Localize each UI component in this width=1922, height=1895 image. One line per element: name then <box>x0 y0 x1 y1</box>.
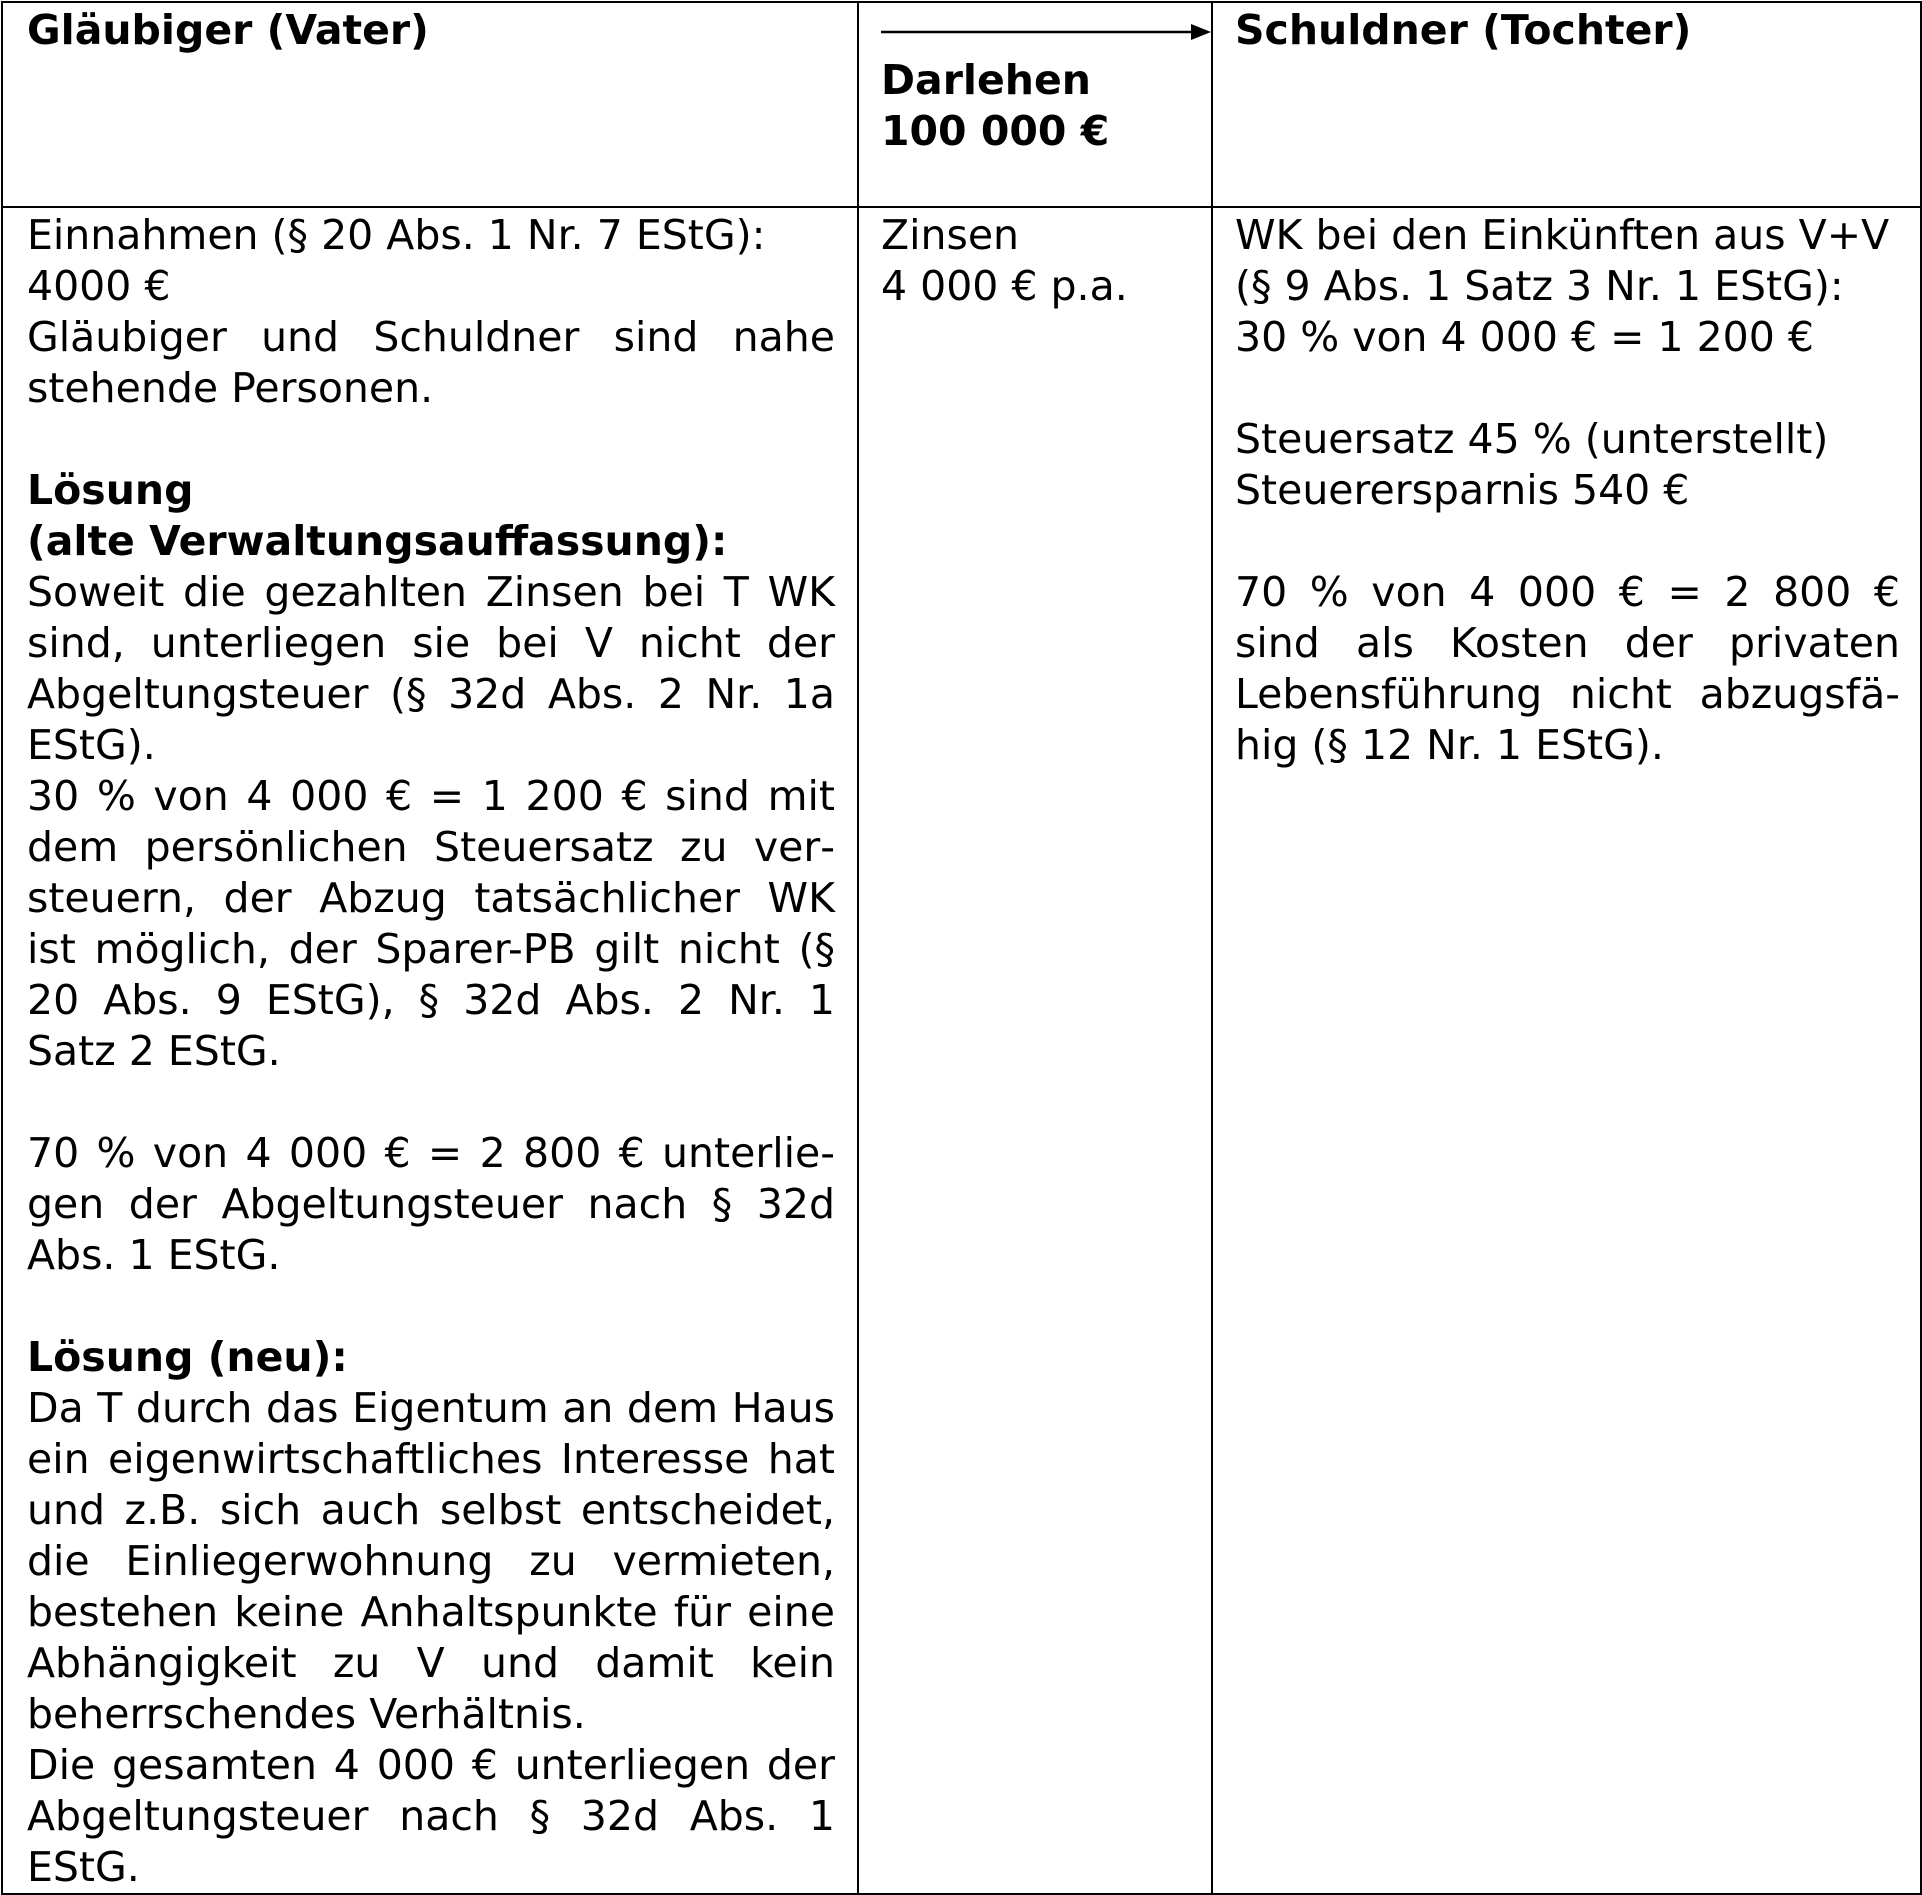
wk-reference: (§ 9 Abs. 1 Satz 3 Nr. 1 EStG): <box>1235 262 1844 310</box>
body-row <box>2 207 1921 1894</box>
income-line: Einnahmen (§ 20 Abs. 1 Nr. 7 EStG): <box>27 211 766 259</box>
interest-label: Zinsen <box>881 211 1020 259</box>
interest-body-cell <box>858 207 1212 1894</box>
old-solution-title: Lösung <box>27 466 194 514</box>
header-debtor-cell <box>1212 2 1921 207</box>
creditor-body-cell <box>2 207 858 1894</box>
new-solution-title: Lösung (neu): <box>27 1333 348 1381</box>
related-persons-text: Gläubiger und Schuldner sind nahe stehende Personen. <box>27 313 835 412</box>
arrow-right-icon <box>881 5 1211 55</box>
header-creditor-cell <box>2 2 858 207</box>
wk-text: WK bei den Einkünften aus V+V <box>1235 211 1890 259</box>
new-solution-paragraph-1: Da T durch das Eigentum an dem Haus ein eigenwirtschaftliches Interesse hat und z.B. sich auch selbst entscheidet, die Einliegerwohnung zu vermieten, bestehen keine Anhaltspunkte für eine Abhängigkeit zu V und damit kein beherrschendes Verhältnis. <box>27 1384 835 1738</box>
new-solution-paragraph-2: Die gesamten 4 000 € unterliegen der Abgeltungsteuer nach § 32d Abs. 1 EStG. <box>27 1741 835 1891</box>
loan-amount: 100 000 € <box>881 107 1110 155</box>
old-solution-subtitle: (alte Verwaltungsauffassung): <box>27 517 728 565</box>
old-solution-paragraph-1: Soweit die gezahlten Zinsen bei T WK sind, unterliegen sie bei V nicht der Abgeltungsteuer (§ 32d Abs. 2 Nr. 1a EStG). <box>27 568 835 769</box>
private-cost-text: 70 % von 4 000 € = 2 800 € sind als Kosten der privaten Lebensführung nicht abzugsfähig (§ 12 Nr. 1 EStG). <box>1235 568 1900 769</box>
header-loan-cell <box>858 2 1212 207</box>
income-amount: 4000 € <box>27 262 171 310</box>
interest-amount: 4 000 € p.a. <box>881 262 1128 310</box>
old-solution-paragraph-3: 70 % von 4 000 € = 2 800 € unterliegen der Abgeltungsteuer nach § 32d Abs. 1 EStG. <box>27 1129 835 1279</box>
loan-table <box>1 1 1922 1895</box>
creditor-heading: Gläubiger (Vater) <box>27 6 429 54</box>
wk-calculation: 30 % von 4 000 € = 1 200 € <box>1235 313 1814 361</box>
debtor-body-cell <box>1212 207 1921 1894</box>
tax-rate-text: Steuersatz 45 % (unterstellt) <box>1235 415 1829 463</box>
debtor-heading: Schuldner (Tochter) <box>1235 6 1692 54</box>
header-row <box>2 2 1921 207</box>
loan-label: Darlehen <box>881 56 1091 104</box>
old-solution-paragraph-2: 30 % von 4 000 € = 1 200 € sind mit dem persönlichen Steuersatz zu versteuern, der Abzug tatsächlicher WK ist möglich, der Sparer-PB gilt nicht (§ 20 Abs. 9 EStG), § 32d Abs. 2 Nr. 1 Satz 2 EStG. <box>27 772 835 1075</box>
tax-saving-text: Steuerersparnis 540 € <box>1235 466 1690 514</box>
